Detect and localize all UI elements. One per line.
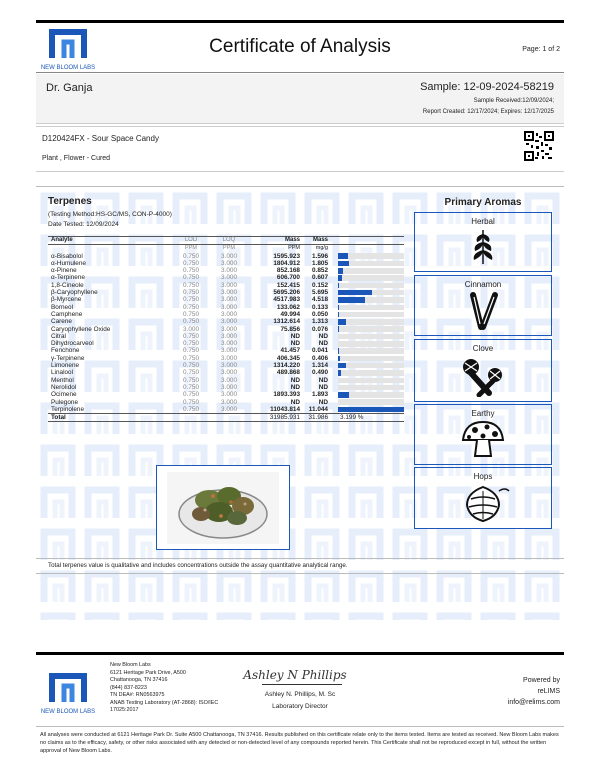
lod-value: 0.750 bbox=[183, 362, 199, 370]
table-row bbox=[48, 260, 404, 267]
header-divider bbox=[36, 72, 564, 73]
mass-ppm-value: 1312.614 bbox=[273, 318, 300, 326]
aroma-card-earthy bbox=[414, 404, 552, 465]
product-section bbox=[36, 126, 564, 172]
lod-value: 0.750 bbox=[183, 318, 199, 326]
loq-value: 3.000 bbox=[221, 332, 237, 340]
note-divider-bottom bbox=[36, 573, 564, 574]
mass-mg-value: 5.695 bbox=[312, 289, 328, 297]
concentration-bar bbox=[338, 297, 404, 303]
table-row bbox=[48, 326, 404, 333]
mass-mg-value: 1.313 bbox=[312, 318, 328, 326]
hops-icon bbox=[415, 481, 551, 523]
analyte-name: Pulegone bbox=[51, 398, 79, 406]
analyte-name: Menthol bbox=[51, 376, 74, 384]
concentration-bar bbox=[338, 370, 404, 376]
concentration-bar bbox=[338, 261, 404, 267]
powered-by-block bbox=[508, 675, 560, 708]
lod-value: 0.750 bbox=[183, 376, 199, 384]
table-row bbox=[48, 369, 404, 376]
table-row bbox=[48, 377, 404, 384]
concentration-bar-fill bbox=[338, 370, 341, 376]
table-row bbox=[48, 296, 404, 303]
mass-mg-value: ND bbox=[318, 340, 328, 348]
mass-ppm-value: 1893.393 bbox=[273, 391, 300, 399]
mass-mg-value: ND bbox=[318, 383, 328, 391]
concentration-bar bbox=[338, 385, 404, 391]
mass-ppm-value: 406.345 bbox=[276, 354, 300, 362]
total-percent: 3.199 % bbox=[340, 414, 364, 422]
cinnamon-icon bbox=[415, 289, 551, 331]
lod-value: 0.750 bbox=[183, 267, 199, 275]
mass-mg-value: 0.152 bbox=[312, 281, 328, 289]
loq-value: 3.000 bbox=[221, 289, 237, 297]
table-row bbox=[48, 406, 404, 414]
lod-value: 0.750 bbox=[183, 289, 199, 297]
mass-ppm-value: 1804.912 bbox=[273, 259, 300, 267]
lab-logo-text: NEW BLOOM LABS bbox=[40, 65, 96, 71]
mass-ppm-value: 4517.983 bbox=[273, 296, 300, 304]
powered-by-label: Powered by bbox=[523, 677, 560, 684]
report-dates: Report Created: 12/17/2024; Expires: 12/17/2025 bbox=[422, 109, 554, 115]
table-row bbox=[48, 304, 404, 311]
concentration-bar-fill bbox=[338, 319, 346, 325]
analyte-name: α-Humulene bbox=[51, 259, 86, 267]
clove-icon bbox=[415, 353, 551, 397]
loq-value: 3.000 bbox=[221, 267, 237, 275]
col-loq: LOQ bbox=[222, 237, 236, 243]
aroma-label-cinnamon: Cinnamon bbox=[464, 280, 502, 289]
product-type: Plant , Flower - Cured bbox=[42, 155, 111, 162]
lod-value: 0.750 bbox=[183, 281, 199, 289]
total-label: Total bbox=[51, 414, 66, 422]
client-name: Dr. Ganja bbox=[46, 82, 93, 94]
concentration-bar-fill bbox=[338, 297, 365, 303]
analyte-name: Borneol bbox=[51, 303, 74, 311]
mass-ppm-value: 133.062 bbox=[276, 303, 300, 311]
analyte-name: Limonene bbox=[51, 362, 80, 370]
concentration-bar-fill bbox=[338, 261, 349, 267]
analyte-name: α-Pinene bbox=[51, 267, 77, 275]
mass-mg-value: ND bbox=[318, 332, 328, 340]
aroma-card-herbal bbox=[414, 212, 552, 272]
loq-value: 3.000 bbox=[221, 405, 237, 413]
concentration-bar bbox=[338, 334, 404, 340]
sample-id: Sample: 12-09-2024-58219 bbox=[420, 81, 554, 93]
unit-mass-ppm: PPM bbox=[288, 245, 300, 252]
terpenes-top-rule bbox=[36, 186, 564, 187]
mass-ppm-value: 49.994 bbox=[280, 310, 300, 318]
concentration-bar-fill bbox=[338, 392, 349, 398]
mass-ppm-value: ND bbox=[290, 383, 300, 391]
lod-value: 0.750 bbox=[183, 391, 199, 399]
address-line: New Bloom Labs bbox=[110, 662, 151, 668]
concentration-bar bbox=[338, 378, 404, 384]
loq-value: 3.000 bbox=[221, 325, 237, 333]
aroma-card-clove bbox=[414, 339, 552, 402]
col-lod: LOD bbox=[184, 237, 198, 243]
table-row bbox=[48, 274, 404, 281]
terpenes-table bbox=[48, 236, 404, 422]
terpenes-note: Total terpenes value is qualitative and includes concentrations outside the assay quantitative analytical range. bbox=[48, 562, 348, 569]
client-section bbox=[36, 74, 564, 124]
top-rule bbox=[36, 20, 564, 23]
qr-code-icon bbox=[524, 131, 554, 161]
mass-ppm-value: ND bbox=[290, 376, 300, 384]
signature: Ashley N Phillips bbox=[243, 668, 347, 682]
concentration-bar bbox=[338, 268, 404, 274]
aroma-label-clove: Clove bbox=[472, 344, 494, 353]
mushroom-icon bbox=[415, 418, 551, 460]
analyte-name: Linalool bbox=[51, 369, 74, 377]
address-line: TN DEA#: RN0563975 bbox=[110, 692, 165, 698]
table-row bbox=[48, 347, 404, 354]
mass-mg-value: 0.076 bbox=[312, 325, 328, 333]
concentration-bar-fill bbox=[338, 290, 372, 296]
mass-mg-value: 1.805 bbox=[312, 259, 328, 267]
mass-ppm-value: 5695.206 bbox=[273, 289, 300, 297]
address-line: (844) 837-8223 bbox=[110, 684, 147, 691]
page-number: Page: 1 of 2 bbox=[522, 46, 560, 53]
analyte-name: γ-Terpinene bbox=[51, 354, 85, 362]
lod-value: 0.750 bbox=[183, 405, 199, 413]
aroma-label-herbal: Herbal bbox=[471, 217, 495, 226]
disclaimer-divider bbox=[36, 726, 564, 727]
analyte-name: Ocimene bbox=[51, 391, 77, 399]
analyte-name: 1,8-Cineole bbox=[51, 281, 84, 289]
analyte-name: Caryophyllene Oxide bbox=[51, 325, 111, 333]
concentration-bar bbox=[338, 312, 404, 318]
col-mass-mg: Mass bbox=[312, 237, 328, 243]
address-line: Chattanooga, TN 37416 bbox=[110, 677, 168, 683]
mass-ppm-value: 75.856 bbox=[280, 325, 300, 333]
lod-value: 3.000 bbox=[183, 325, 199, 333]
lod-value: 0.750 bbox=[183, 369, 199, 377]
lab-address bbox=[110, 662, 218, 715]
analyte-name: Camphene bbox=[51, 310, 83, 318]
mass-mg-value: 11.044 bbox=[308, 405, 328, 413]
table-row bbox=[48, 399, 404, 406]
unit-lod: PPM bbox=[185, 245, 197, 252]
table-row bbox=[48, 318, 404, 325]
concentration-bar bbox=[338, 363, 404, 369]
loq-value: 3.000 bbox=[221, 252, 237, 260]
concentration-bar bbox=[338, 253, 404, 259]
mass-mg-value: ND bbox=[318, 376, 328, 384]
loq-value: 3.000 bbox=[221, 274, 237, 282]
mass-mg-value: 0.406 bbox=[312, 354, 328, 362]
footer-rule bbox=[36, 652, 564, 655]
lod-value: 0.750 bbox=[183, 259, 199, 267]
analyte-name: Dihydrocarveol bbox=[51, 340, 94, 348]
loq-value: 3.000 bbox=[221, 376, 237, 384]
loq-value: 3.000 bbox=[221, 340, 237, 348]
lod-value: 0.750 bbox=[183, 296, 199, 304]
total-mg: 31.986 bbox=[308, 414, 328, 422]
concentration-bar bbox=[338, 341, 404, 347]
concentration-bar-fill bbox=[338, 253, 348, 259]
lod-value: 0.750 bbox=[183, 383, 199, 391]
loq-value: 3.000 bbox=[221, 318, 237, 326]
concentration-bar bbox=[338, 290, 404, 296]
mass-mg-value: ND bbox=[318, 398, 328, 406]
aroma-label-earthy: Earthy bbox=[471, 409, 495, 418]
primary-aromas-heading: Primary Aromas bbox=[444, 197, 522, 208]
concentration-bar bbox=[338, 356, 404, 362]
analyte-name: β-Myrcene bbox=[51, 296, 82, 304]
qr-code bbox=[524, 131, 554, 166]
loq-value: 3.000 bbox=[221, 391, 237, 399]
address-line: ANAB Testing Laboratory (AT-2868): ISO/IEC bbox=[110, 699, 219, 706]
mass-mg-value: 1.893 bbox=[312, 391, 328, 399]
concentration-bar-fill bbox=[338, 363, 346, 369]
table-row bbox=[48, 311, 404, 318]
table-row bbox=[48, 391, 404, 398]
aroma-card-cinnamon bbox=[414, 275, 552, 336]
testing-method: (Testing Method:HS-GC/MS, CON-P-4000) bbox=[48, 211, 172, 218]
footer-lab-logo-icon bbox=[40, 672, 96, 704]
product-photo-frame bbox=[156, 465, 290, 550]
page-title: Certificate of Analysis bbox=[209, 36, 391, 57]
table-row bbox=[48, 253, 404, 260]
mass-ppm-value: 606.700 bbox=[276, 274, 300, 282]
loq-value: 3.000 bbox=[221, 362, 237, 370]
lod-value: 0.750 bbox=[183, 310, 199, 318]
mass-mg-value: 0.133 bbox=[312, 303, 328, 311]
lod-value: 0.750 bbox=[183, 347, 199, 355]
concentration-bar-fill bbox=[338, 407, 404, 413]
loq-value: 3.000 bbox=[221, 259, 237, 267]
lod-value: 0.750 bbox=[183, 252, 199, 260]
concentration-bar bbox=[338, 407, 404, 413]
concentration-bar-fill bbox=[338, 268, 343, 274]
footer-lab-logo-text: NEW BLOOM LABS bbox=[40, 709, 96, 715]
mass-ppm-value: 852.168 bbox=[276, 267, 300, 275]
loq-value: 3.000 bbox=[221, 354, 237, 362]
address-line: 17025:2017 bbox=[110, 707, 139, 713]
herb-icon bbox=[415, 226, 551, 266]
mass-ppm-value: 41.457 bbox=[280, 347, 300, 355]
aroma-card-hops bbox=[414, 467, 552, 529]
col-analyte: Analyte bbox=[51, 237, 73, 243]
table-row bbox=[48, 282, 404, 289]
mass-mg-value: 0.852 bbox=[312, 267, 328, 275]
mass-ppm-value: 1595.923 bbox=[273, 252, 300, 260]
concentration-bar bbox=[338, 399, 404, 405]
table-row bbox=[48, 384, 404, 391]
date-tested: Date Tested: 12/09/2024 bbox=[48, 221, 119, 228]
mass-ppm-value: ND bbox=[290, 398, 300, 406]
analyte-name: Terpinolene bbox=[51, 405, 85, 413]
mass-mg-value: 1.314 bbox=[312, 362, 328, 370]
col-mass-ppm: Mass bbox=[284, 237, 300, 243]
signer-title: Laboratory Director bbox=[272, 703, 328, 710]
loq-value: 3.000 bbox=[221, 369, 237, 377]
mass-ppm-value: 152.415 bbox=[276, 281, 300, 289]
lod-value: 0.750 bbox=[183, 340, 199, 348]
mass-ppm-value: 11043.814 bbox=[270, 405, 300, 413]
table-row bbox=[48, 355, 404, 362]
note-divider bbox=[36, 558, 564, 559]
analyte-name: Nerolidol bbox=[51, 383, 77, 391]
aroma-label-hops: Hops bbox=[473, 472, 493, 481]
table-row bbox=[48, 362, 404, 369]
table-row bbox=[48, 333, 404, 340]
mass-mg-value: 0.607 bbox=[312, 274, 328, 282]
mass-ppm-value: 489.868 bbox=[276, 369, 300, 377]
mass-ppm-value: 1314.220 bbox=[273, 362, 300, 370]
mass-mg-value: 0.041 bbox=[312, 347, 328, 355]
contact-email[interactable]: info@relims.com bbox=[507, 699, 560, 706]
mass-ppm-value: ND bbox=[290, 340, 300, 348]
concentration-bar bbox=[338, 275, 404, 281]
concentration-bar bbox=[338, 326, 404, 332]
concentration-bar bbox=[338, 392, 404, 398]
unit-mass-mg: mg/g bbox=[315, 245, 328, 252]
unit-loq: PPM bbox=[223, 245, 235, 252]
concentration-bar-fill bbox=[338, 356, 340, 362]
mass-mg-value: 0.050 bbox=[312, 310, 328, 318]
mass-mg-value: 0.490 bbox=[312, 369, 328, 377]
sample-received: Sample Received:12/09/2024; bbox=[473, 98, 554, 104]
table-row bbox=[48, 340, 404, 347]
powered-by-name: reLIMS bbox=[537, 688, 560, 695]
loq-value: 3.000 bbox=[221, 347, 237, 355]
address-line: 6121 Heritage Park Drive, A500 bbox=[110, 669, 186, 676]
concentration-bar-fill bbox=[338, 305, 339, 311]
footer-lab-logo bbox=[40, 672, 96, 715]
lod-value: 0.750 bbox=[183, 398, 199, 406]
lod-value: 0.750 bbox=[183, 303, 199, 311]
loq-value: 3.000 bbox=[221, 398, 237, 406]
concentration-bar bbox=[338, 319, 404, 325]
disclaimer: All analyses were conducted at 6121 Heritage Park Dr. Suite A500 Chattanooga, TN 37416. Results published on this certificate relate only to the items tested. Items are tested as received. New Bloom Labs makes no claims as to the efficacy, safety, or other risks associated with any detected or non-detected level of any compounds reported herein. This Certificate shall not be reproduced except in full, without the written approval of New Bloom Labs. bbox=[40, 732, 559, 754]
signature-line bbox=[262, 684, 342, 685]
total-ppm: 31985.931 bbox=[269, 414, 300, 422]
loq-value: 3.000 bbox=[221, 281, 237, 289]
analyte-name: Carene bbox=[51, 318, 72, 326]
mass-mg-value: 1.596 bbox=[312, 252, 328, 260]
terpenes-heading: Terpenes bbox=[48, 196, 92, 207]
product-name: D120424FX - Sour Space Candy bbox=[42, 134, 159, 143]
table-row bbox=[48, 289, 404, 296]
signer-name: Ashley N. Phillips, M. Sc bbox=[264, 691, 336, 698]
lod-value: 0.750 bbox=[183, 332, 199, 340]
mass-mg-value: 4.518 bbox=[312, 296, 328, 304]
mass-ppm-value: ND bbox=[290, 332, 300, 340]
loq-value: 3.000 bbox=[221, 296, 237, 304]
analyte-name: β-Caryophyllene bbox=[51, 289, 98, 297]
analyte-name: α-Terpinene bbox=[51, 274, 85, 282]
lod-value: 0.750 bbox=[183, 354, 199, 362]
cannabis-flower-photo bbox=[157, 466, 289, 549]
concentration-bar-fill bbox=[338, 275, 342, 281]
analyte-name: Fenchone bbox=[51, 347, 80, 355]
concentration-bar-fill bbox=[338, 283, 339, 289]
table-row bbox=[48, 267, 404, 274]
analyte-name: α-Bisabolol bbox=[51, 252, 83, 260]
concentration-bar bbox=[338, 283, 404, 289]
concentration-bar bbox=[338, 305, 404, 311]
loq-value: 3.000 bbox=[221, 303, 237, 311]
loq-value: 3.000 bbox=[221, 310, 237, 318]
loq-value: 3.000 bbox=[221, 383, 237, 391]
concentration-bar bbox=[338, 348, 404, 354]
analyte-name: Citral bbox=[51, 332, 66, 340]
lod-value: 0.750 bbox=[183, 274, 199, 282]
